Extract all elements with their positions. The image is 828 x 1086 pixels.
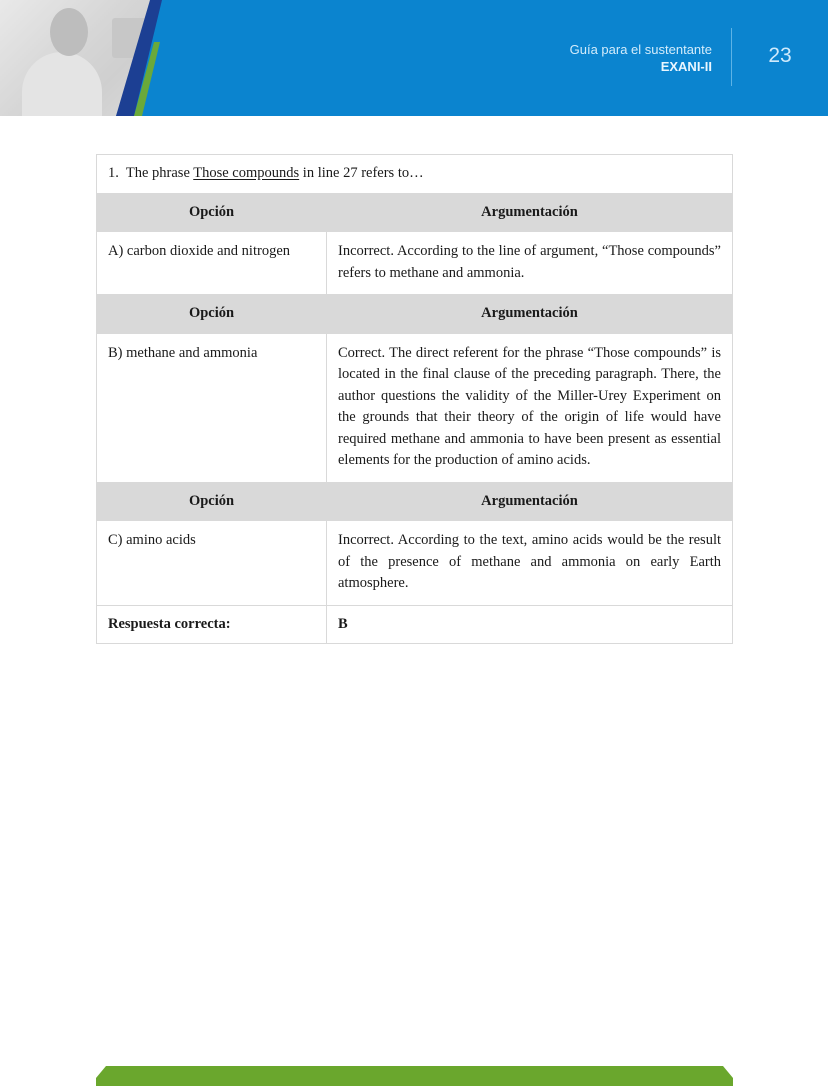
exam-name: EXANI-II: [660, 59, 712, 74]
question-text-after: in line 27 refers to…: [299, 165, 424, 181]
table-row: [97, 333, 733, 482]
argument-cell: Correct. The direct referent for the phrase “Those compounds” is located in the final clause of the preceding paragraph. There, the author questions the validity of the Miller-Urey Experiment on the grounds that their theory of the origin of life would have required methane and ammonia to have been present as essential elements for the production of amino acids.: [327, 333, 733, 482]
correct-answer-row: [97, 605, 733, 644]
answer-table: [96, 154, 733, 644]
header-title: [570, 41, 712, 75]
correct-answer-value: B: [327, 605, 733, 644]
header-option: Opción: [97, 482, 327, 521]
table-row: [97, 521, 733, 606]
table-header-row: [97, 482, 733, 521]
option-cell: C) amino acids: [97, 521, 327, 606]
argument-cell: Incorrect. According to the line of argument, “Those compounds” refers to methane and ammonia.: [327, 232, 733, 295]
question-cell: [97, 155, 733, 194]
header-option: Opción: [97, 193, 327, 232]
table-row: [97, 232, 733, 295]
question-text-before: The phrase: [125, 165, 194, 181]
header-option: Opción: [97, 295, 327, 334]
page-header: [0, 0, 828, 116]
header-argument: Argumentación: [327, 482, 733, 521]
table-header-row: [97, 193, 733, 232]
guide-title: Guía para el sustentante: [569, 42, 712, 57]
option-cell: A) carbon dioxide and nitrogen: [97, 232, 327, 295]
header-argument: Argumentación: [327, 295, 733, 334]
argument-cell: Incorrect. According to the text, amino acids would be the result of the presence of methane and ammonia on early Earth atmosphere.: [327, 521, 733, 606]
option-cell: B) methane and ammonia: [97, 333, 327, 482]
correct-answer-label: Respuesta correcta:: [97, 605, 327, 644]
question-underlined-phrase: Those compounds: [193, 165, 300, 181]
person-body-shape: [22, 52, 102, 116]
table-header-row: [97, 295, 733, 334]
footer-green-bar: [96, 1066, 733, 1086]
header-argument: Argumentación: [327, 193, 733, 232]
question-number: 1.: [108, 165, 119, 181]
header-photo: [0, 0, 200, 116]
person-head-shape: [50, 8, 88, 56]
page-number: 23: [768, 44, 792, 67]
question-row: [97, 155, 733, 194]
